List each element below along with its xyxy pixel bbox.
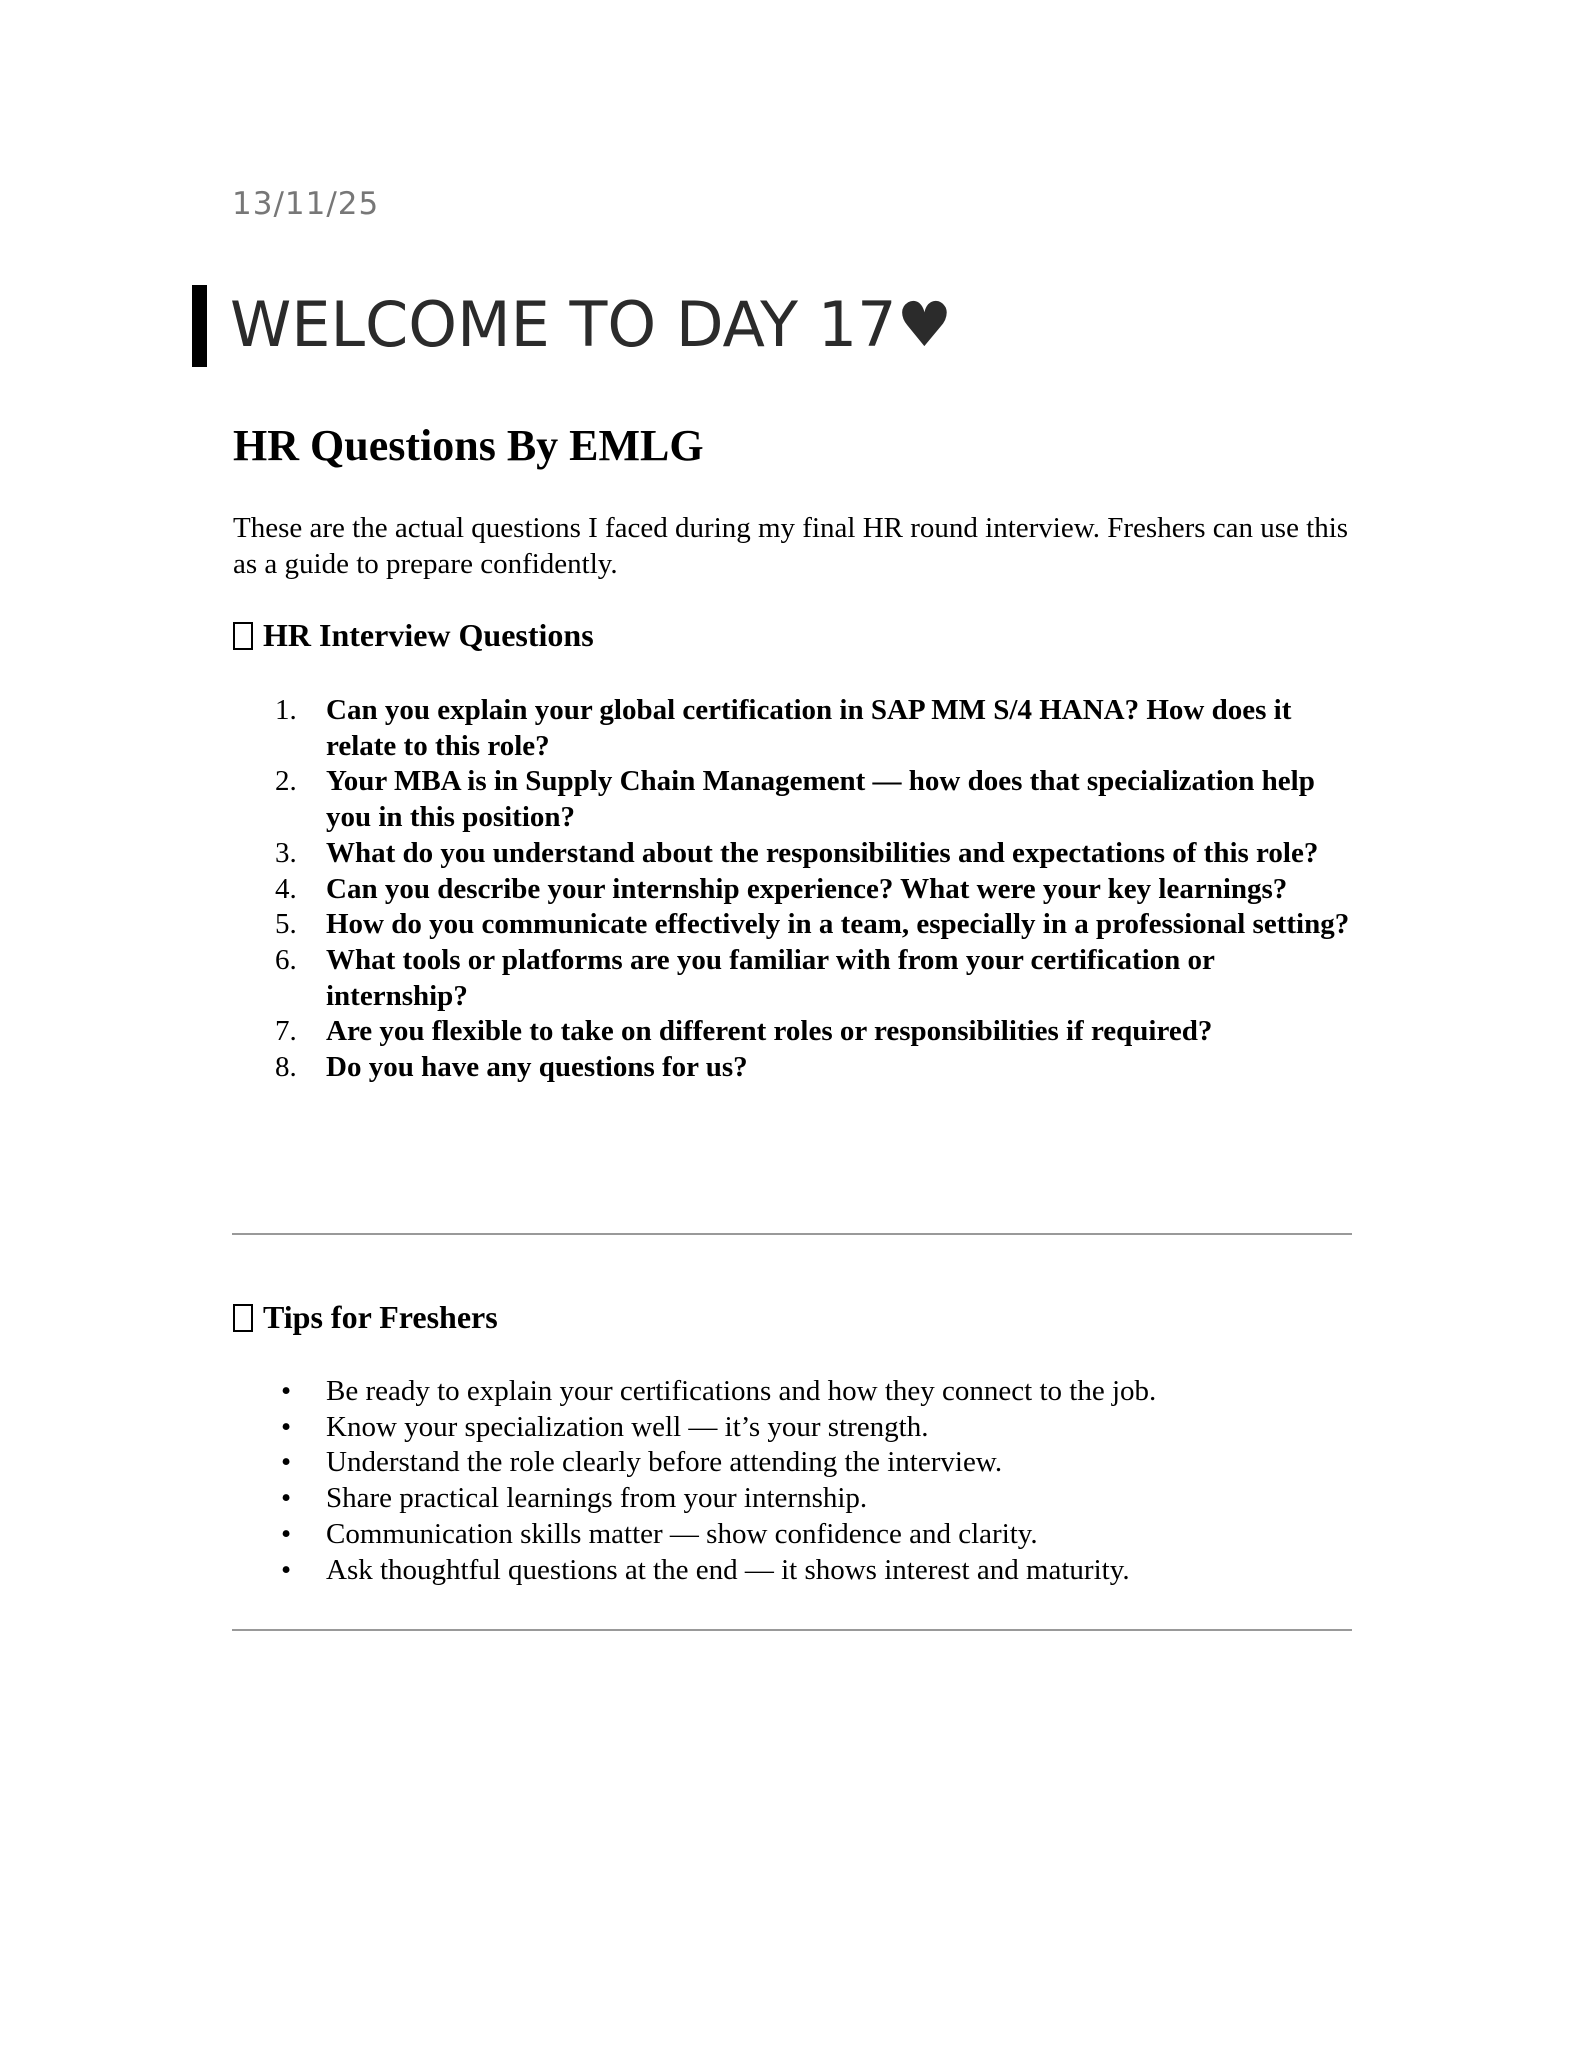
list-item bbox=[233, 693, 1363, 764]
bullet-icon: • bbox=[281, 1410, 292, 1443]
tips-list bbox=[233, 1374, 1363, 1588]
list-item-number: 6. bbox=[275, 943, 297, 976]
bullet-icon: • bbox=[281, 1553, 292, 1586]
list-item bbox=[233, 764, 1363, 835]
list-item bbox=[233, 872, 1363, 908]
title-accent-bar bbox=[192, 285, 207, 367]
section-divider bbox=[232, 1629, 1352, 1631]
list-item-number: 3. bbox=[275, 836, 297, 869]
missing-glyph-icon bbox=[233, 622, 253, 650]
tips-heading-label: Tips for Freshers bbox=[263, 1299, 498, 1335]
list-item-text: Understand the role clearly before attending the interview. bbox=[326, 1446, 1003, 1479]
list-item-number: 4. bbox=[275, 872, 297, 905]
section-divider bbox=[232, 1233, 1352, 1235]
list-item-text: Ask thoughtful questions at the end — it shows interest and maturity. bbox=[326, 1553, 1130, 1586]
missing-glyph-icon bbox=[233, 1304, 253, 1332]
list-item bbox=[233, 1445, 1363, 1481]
bullet-icon: • bbox=[281, 1375, 292, 1407]
list-item-text: What do you understand about the responsibilities and expectations of this role? bbox=[326, 836, 1319, 869]
list-item bbox=[233, 1481, 1363, 1517]
list-item-number: 7. bbox=[275, 1015, 297, 1048]
list-item bbox=[233, 1050, 1363, 1086]
list-item-text: How do you communicate effectively in a team, especially in a professional setting? bbox=[326, 908, 1350, 941]
list-item-text: Share practical learnings from your internship. bbox=[326, 1482, 868, 1515]
list-item bbox=[233, 1553, 1363, 1589]
list-item bbox=[233, 907, 1363, 943]
list-item-number: 5. bbox=[275, 908, 297, 941]
questions-heading-label: HR Interview Questions bbox=[263, 617, 594, 653]
document-subtitle: HR Questions By EMLG bbox=[233, 421, 704, 470]
intro-paragraph: These are the actual questions I faced during my final HR round interview. Freshers can use this as a guide to prepare confidently. bbox=[233, 512, 1349, 580]
list-item bbox=[233, 943, 1363, 1014]
bullet-icon: • bbox=[281, 1446, 292, 1479]
list-item-text: Your MBA is in Supply Chain Management — how does that specialization help you in this position? bbox=[326, 765, 1315, 834]
list-item-text: Are you flexible to take on different roles or responsibilities if required? bbox=[326, 1015, 1213, 1048]
list-item-number: 1. bbox=[275, 694, 297, 726]
bullet-icon: • bbox=[281, 1482, 292, 1515]
list-item-text: Can you describe your internship experience? What were your key learnings? bbox=[326, 872, 1288, 905]
list-item-text: What tools or platforms are you familiar with from your certification or internship? bbox=[326, 943, 1215, 1012]
list-item bbox=[233, 1517, 1363, 1553]
list-item-text: Do you have any questions for us? bbox=[326, 1051, 748, 1084]
bullet-icon: • bbox=[281, 1517, 292, 1550]
list-item-text: Be ready to explain your certifications and how they connect to the job. bbox=[326, 1375, 1157, 1407]
list-item-number: 2. bbox=[275, 765, 297, 798]
list-item bbox=[233, 836, 1363, 872]
list-item-text: Can you explain your global certification in SAP MM S/4 HANA? How does it relate to this role? bbox=[326, 694, 1292, 762]
list-item bbox=[233, 1410, 1363, 1446]
document-date: 13/11/25 bbox=[232, 186, 380, 222]
tips-heading bbox=[233, 1299, 498, 1336]
list-item-text: Know your specialization well — it’s your strength. bbox=[326, 1410, 929, 1443]
list-item-number: 8. bbox=[275, 1051, 297, 1084]
list-item bbox=[233, 1374, 1363, 1410]
list-item-text: Communication skills matter — show confidence and clarity. bbox=[326, 1517, 1038, 1550]
questions-list bbox=[233, 693, 1363, 1086]
questions-heading bbox=[233, 617, 594, 654]
page-title: WELCOME TO DAY 17♥ bbox=[230, 288, 953, 361]
list-item bbox=[233, 1014, 1363, 1050]
